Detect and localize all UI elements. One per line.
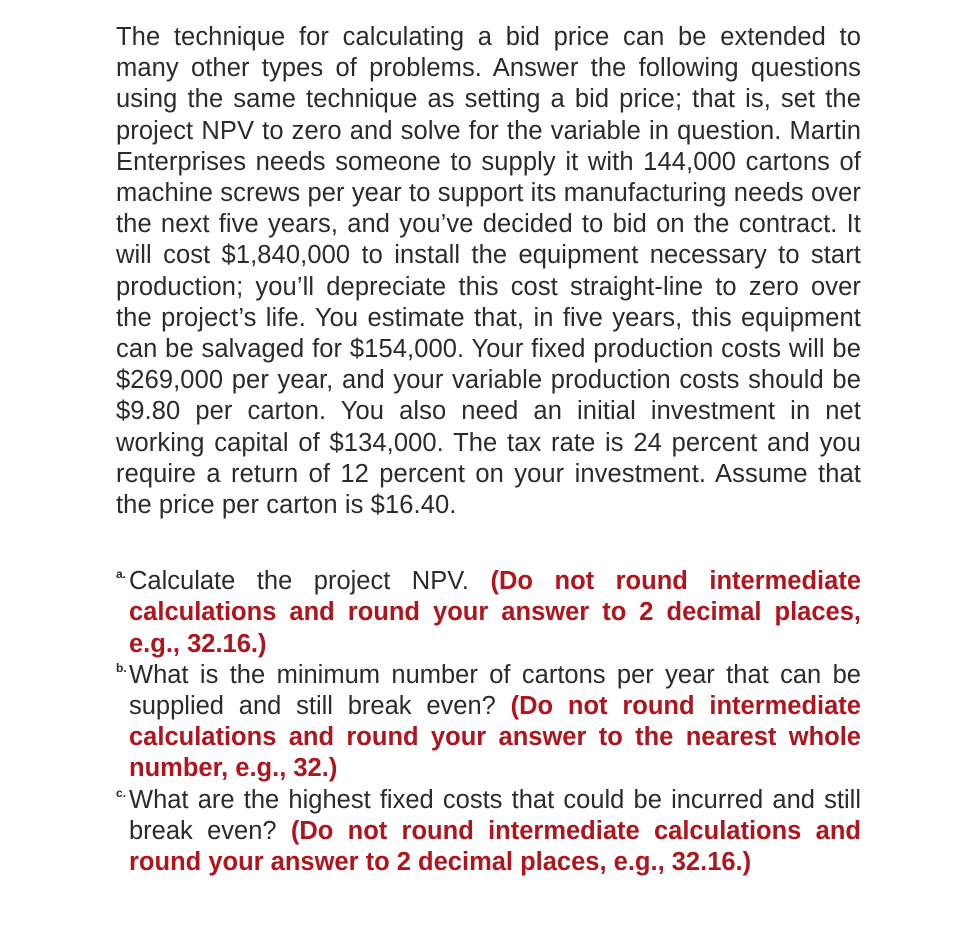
question-list [116,566,861,878]
rounding-instruction: (Do not round intermediate calculations and round your answer to the nearest whole number, e.g., 32.) [129,692,861,783]
question-marker: a. [116,567,127,582]
problem-document [116,22,861,878]
question-text: Calculate the project NPV. [129,567,491,596]
question-c [116,785,861,879]
rounding-instruction: (Do not round intermediate calculations and round your answer to 2 decimal places, e.g., 32.16.) [129,567,862,658]
question-text: What are the highest fixed costs that could be incurred and still break even? [129,785,861,845]
question-b [116,660,861,785]
question-a [116,566,861,660]
question-marker: c. [116,785,127,800]
rounding-instruction: (Do not round intermediate calculations and round your answer to 2 decimal places, e.g., 32.16.) [129,816,861,877]
question-text: What is the minimum number of cartons per year that can be supplied and still break even? [129,660,861,721]
question-marker: b. [116,660,127,675]
problem-intro: The technique for calculating a bid price can be extended to many other types of problems. Answer the following questions using the same technique as setting a bid price; that is, set the project NPV to zero and solve for the variable in question. Martin Enterprises needs someone to supply it with 144,000 cartons of machine screws per year to support its manufacturing needs over the next five years, and you’ve decided to bid on the contract. It will cost $1,840,000 to install the equipment necessary to start production; you’ll depreciate this cost straight-line to zero over the project’s life. You estimate that, in five years, this equipment can be salvaged for $154,000. Your fixed production costs will be $269,000 per year, and your variable production costs should be $9.80 per carton. You also need an initial investment in net working capital of $134,000. The tax rate is 24 percent and you require a return of 12 percent on your investment. Assume that the price per carton is $16.40. [116,23,861,520]
